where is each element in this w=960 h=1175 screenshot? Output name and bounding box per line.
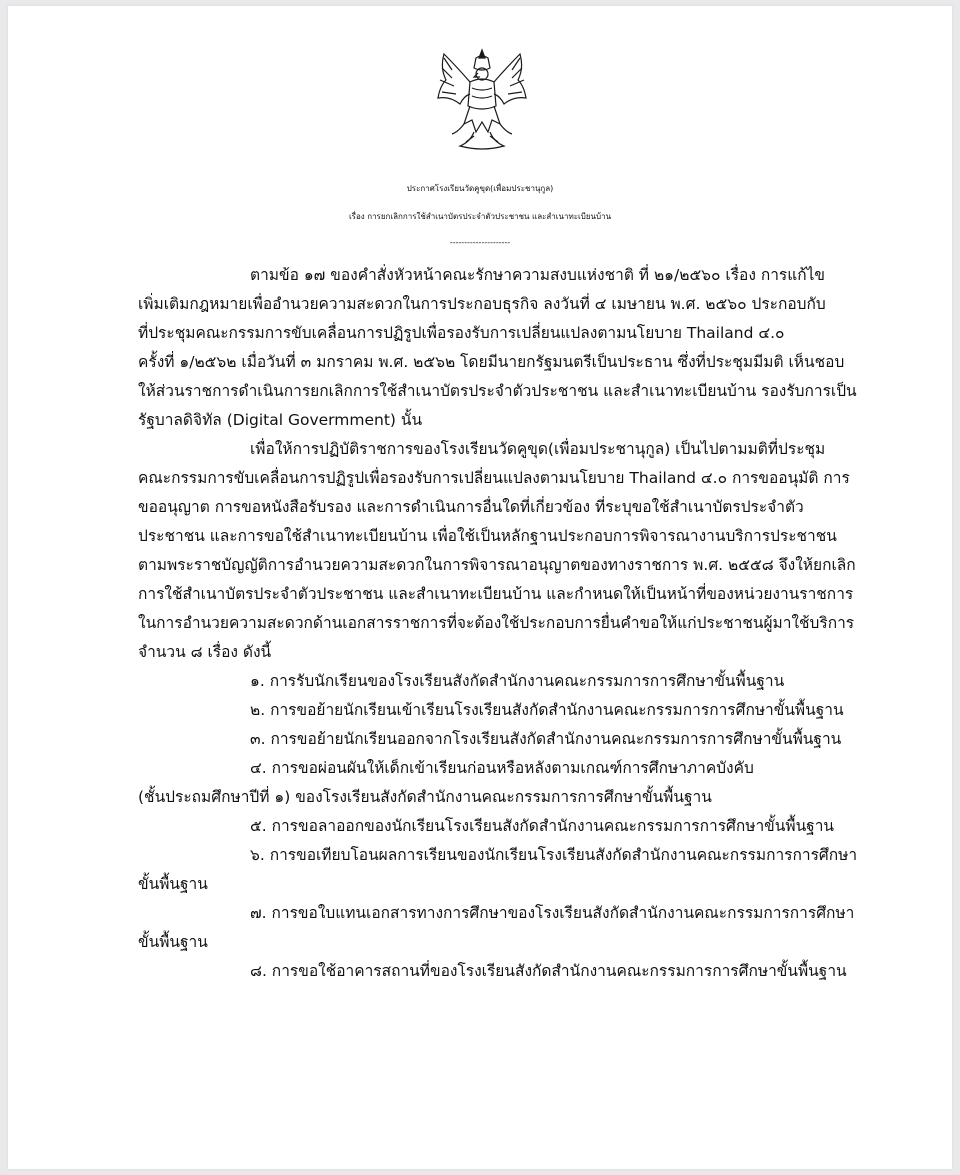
paragraph-2-line: เพื่อให้การปฏิบัติราชการของโรงเรียนวัดคูขุด(เพื่อมประชานุกูล) เป็นไปตามมติที่ประชุม	[250, 440, 826, 458]
paragraph-2-line: การใช้สำเนาบัตรประจำตัวประชาชน และสำเนาทะเบียนบ้าน และกำหนดให้เป็นหน้าที่ของหน่วยงานราชการ	[138, 585, 854, 603]
list-item: ๖. การขอเทียบโอนผลการเรียนของนักเรียนโรงเรียนสังกัดสำนักงานคณะกรรมการการศึกษา	[250, 846, 858, 864]
list-item: ๒. การขอย้ายนักเรียนเข้าเรียนโรงเรียนสังกัดสำนักงานคณะกรรมการการศึกษาขั้นพื้นฐาน	[250, 701, 844, 719]
list-item: ๑. การรับนักเรียนของโรงเรียนสังกัดสำนักงานคณะกรรมการการศึกษาขั้นพื้นฐาน	[250, 672, 785, 690]
paragraph-1-line: ที่ประชุมคณะกรรมการขับเคลื่อนการปฏิรูปเพื่อรองรับการเปลี่ยนแปลงตามนโยบาย Thailand ๔.๐	[138, 324, 785, 342]
garuda-emblem-icon	[430, 46, 534, 154]
list-item: ๘. การขอใช้อาคารสถานที่ของโรงเรียนสังกัดสำนักงานคณะกรรมการการศึกษาขั้นพื้นฐาน	[250, 962, 847, 980]
announcement-title: ประกาศโรงเรียนวัดคูขุด(เพื่อมประชานุกูล)	[406, 184, 554, 193]
paragraph-2-line: คณะกรรมการขับเคลื่อนการปฏิรูปเพื่อรองรับการเปลี่ยนแปลงตามนโยบาย Thailand ๔.๐ การขออนุมัติ การ	[138, 469, 850, 487]
announcement-subject: เรื่อง การยกเลิกการใช้สำเนาบัตรประจำตัวประชาชน และสำเนาทะเบียนบ้าน	[348, 212, 612, 221]
list-item: ๓. การขอย้ายนักเรียนออกจากโรงเรียนสังกัดสำนักงานคณะกรรมการการศึกษาขั้นพื้นฐาน	[250, 730, 842, 748]
paragraph-2-line: ขออนุญาต การขอหนังสือรับรอง และการดำเนินการอื่นใดที่เกี่ยวข้อง ที่ระบุขอใช้สำเนาบัตรประจำตัว	[138, 498, 804, 516]
paragraph-1-line: รัฐบาลดิจิทัล (Digital Govermment) นั้น	[138, 411, 423, 429]
paragraph-1-line: เพิ่มเติมกฎหมายเพื่ออำนวยความสะดวกในการประกอบธุรกิจ ลงวันที่ ๔ เมษายน พ.ศ. ๒๕๖๐ ประกอบกับ	[138, 295, 826, 313]
document-page	[8, 6, 952, 1169]
header-separator: ---------------------	[449, 238, 511, 247]
paragraph-1-line: ครั้งที่ ๑/๒๕๖๒ เมื่อวันที่ ๓ มกราคม พ.ศ. ๒๕๖๒ โดยมีนายกรัฐมนตรีเป็นประธาน ซึ่งที่ประชุมมีมติ เห็นชอบ	[138, 353, 845, 371]
list-item: ๗. การขอใบแทนเอกสารทางการศึกษาของโรงเรียนสังกัดสำนักงานคณะกรรมการการศึกษา	[250, 904, 855, 922]
paragraph-1-line: ตามข้อ ๑๗ ของคำสั่งหัวหน้าคณะรักษาความสงบแห่งชาติ ที่ ๒๑/๒๕๖๐ เรื่อง การแก้ไข	[250, 266, 826, 284]
list-item-continuation: ขั้นพื้นฐาน	[138, 875, 208, 893]
paragraph-2-line: จำนวน ๘ เรื่อง ดังนี้	[138, 643, 272, 661]
paragraph-2-line: ในการอำนวยความสะดวกด้านเอกสารราชการที่จะต้องใช้ประกอบการยื่นคำขอให้แก่ประชาชนผู้มาใช้บริการ	[138, 614, 855, 632]
list-item-continuation: (ชั้นประถมศึกษาปีที่ ๑) ของโรงเรียนสังกัดสำนักงานคณะกรรมการการศึกษาขั้นพื้นฐาน	[138, 788, 712, 806]
paragraph-1-line: ให้ส่วนราชการดำเนินการยกเลิกการใช้สำเนาบัตรประจำตัวประชาชน และสำเนาทะเบียนบ้าน รองรับการเป็น	[138, 382, 857, 400]
paragraph-2-line: ประชาชน และการขอใช้สำเนาทะเบียนบ้าน เพื่อใช้เป็นหลักฐานประกอบการพิจารณางานบริการประชาชน	[138, 527, 837, 545]
list-item: ๕. การขอลาออกของนักเรียนโรงเรียนสังกัดสำนักงานคณะกรรมการการศึกษาขั้นพื้นฐาน	[250, 817, 835, 835]
list-item: ๔. การขอผ่อนผันให้เด็กเข้าเรียนก่อนหรือหลังตามเกณฑ์การศึกษาภาคบังคับ	[250, 759, 754, 777]
paragraph-2-line: ตามพระราชบัญญัติการอำนวยความสะดวกในการพิจารณาอนุญาตของทางราชการ พ.ศ. ๒๕๕๘ จึงให้ยกเลิก	[138, 556, 856, 574]
list-item-continuation: ขั้นพื้นฐาน	[138, 933, 208, 951]
